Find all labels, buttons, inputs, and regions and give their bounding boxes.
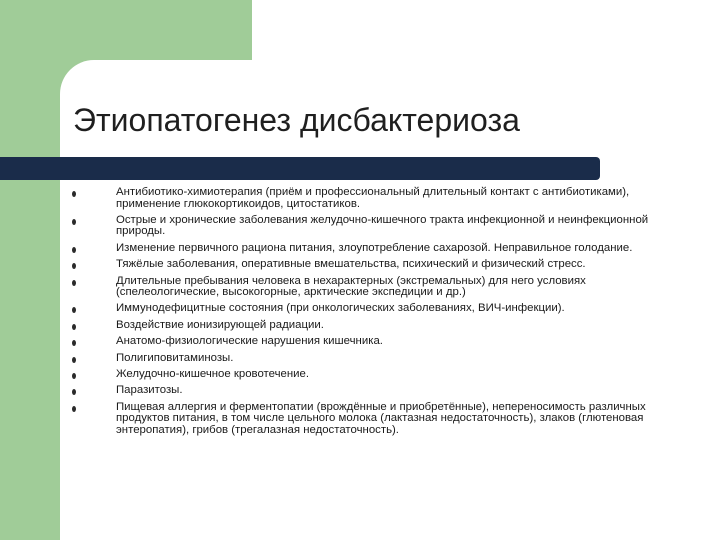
bullet-icon [72, 373, 76, 379]
slide-title: Этиопатогенез дисбактериоза [73, 102, 520, 138]
list-item [70, 243, 670, 255]
bullet-icon [72, 247, 76, 253]
list-item [70, 369, 670, 381]
list-item-text: Паразитозы. [116, 384, 183, 397]
title-underline-bar [0, 157, 600, 180]
bullet-list [70, 187, 670, 441]
list-item-text: Иммунодефицитные состояния (при онкологических заболеваниях, ВИЧ-инфекции). [116, 302, 565, 315]
bullet-icon [72, 280, 76, 286]
list-item [70, 402, 670, 437]
list-item [70, 276, 670, 299]
list-item [70, 320, 670, 332]
bullet-icon [72, 389, 76, 395]
list-item-text: Изменение первичного рациона питания, злоупотребление сахарозой. Неправильное голодание. [116, 241, 633, 254]
list-item-text: Длительные пребывания человека в нехарактерных (экстремальных) для него условиях (спелеологические, высокогорные, арктические экспедиции и др.) [116, 274, 586, 299]
bullet-icon [72, 340, 76, 346]
bullet-icon [72, 263, 76, 269]
bullet-icon [72, 219, 76, 225]
list-item [70, 385, 670, 397]
list-item [70, 336, 670, 348]
list-item-text: Острые и хронические заболевания желудочно-кишечного тракта инфекционной и неинфекционной природы. [116, 213, 649, 238]
list-item [70, 187, 670, 210]
list-item-text: Воздействие ионизирующей радиации. [116, 318, 324, 331]
bullet-icon [72, 307, 76, 313]
list-item [70, 353, 670, 365]
list-item-text: Пищевая аллергия и ферментопатии (врождённые и приобретённые), непереносимость различных продуктов питания, в том числе цельного молока (лактазная недостаточность), злаков (глютеновая энтеропатия), грибов (трегалазная недостаточность). [116, 400, 646, 436]
list-item-text: Желудочно-кишечное кровотечение. [116, 368, 310, 381]
list-item-text: Анатомо-физиологические нарушения кишечника. [116, 335, 383, 348]
bullet-icon [72, 324, 76, 330]
list-item [70, 259, 670, 271]
list-item-text: Тяжёлые заболевания, оперативные вмешательства, психический и физический стресс. [116, 258, 586, 271]
list-item [70, 303, 670, 315]
bullet-icon [72, 406, 76, 412]
list-item-text: Антибиотико-химиотерапия (приём и профессиональный длительный контакт с антибиотиками), применение глюкокортикоидов, цитостатиков. [116, 186, 630, 210]
bullet-icon [72, 357, 76, 363]
list-item-text: Полигиповитаминозы. [116, 351, 234, 364]
bullet-icon [72, 191, 76, 197]
list-item [70, 215, 670, 238]
